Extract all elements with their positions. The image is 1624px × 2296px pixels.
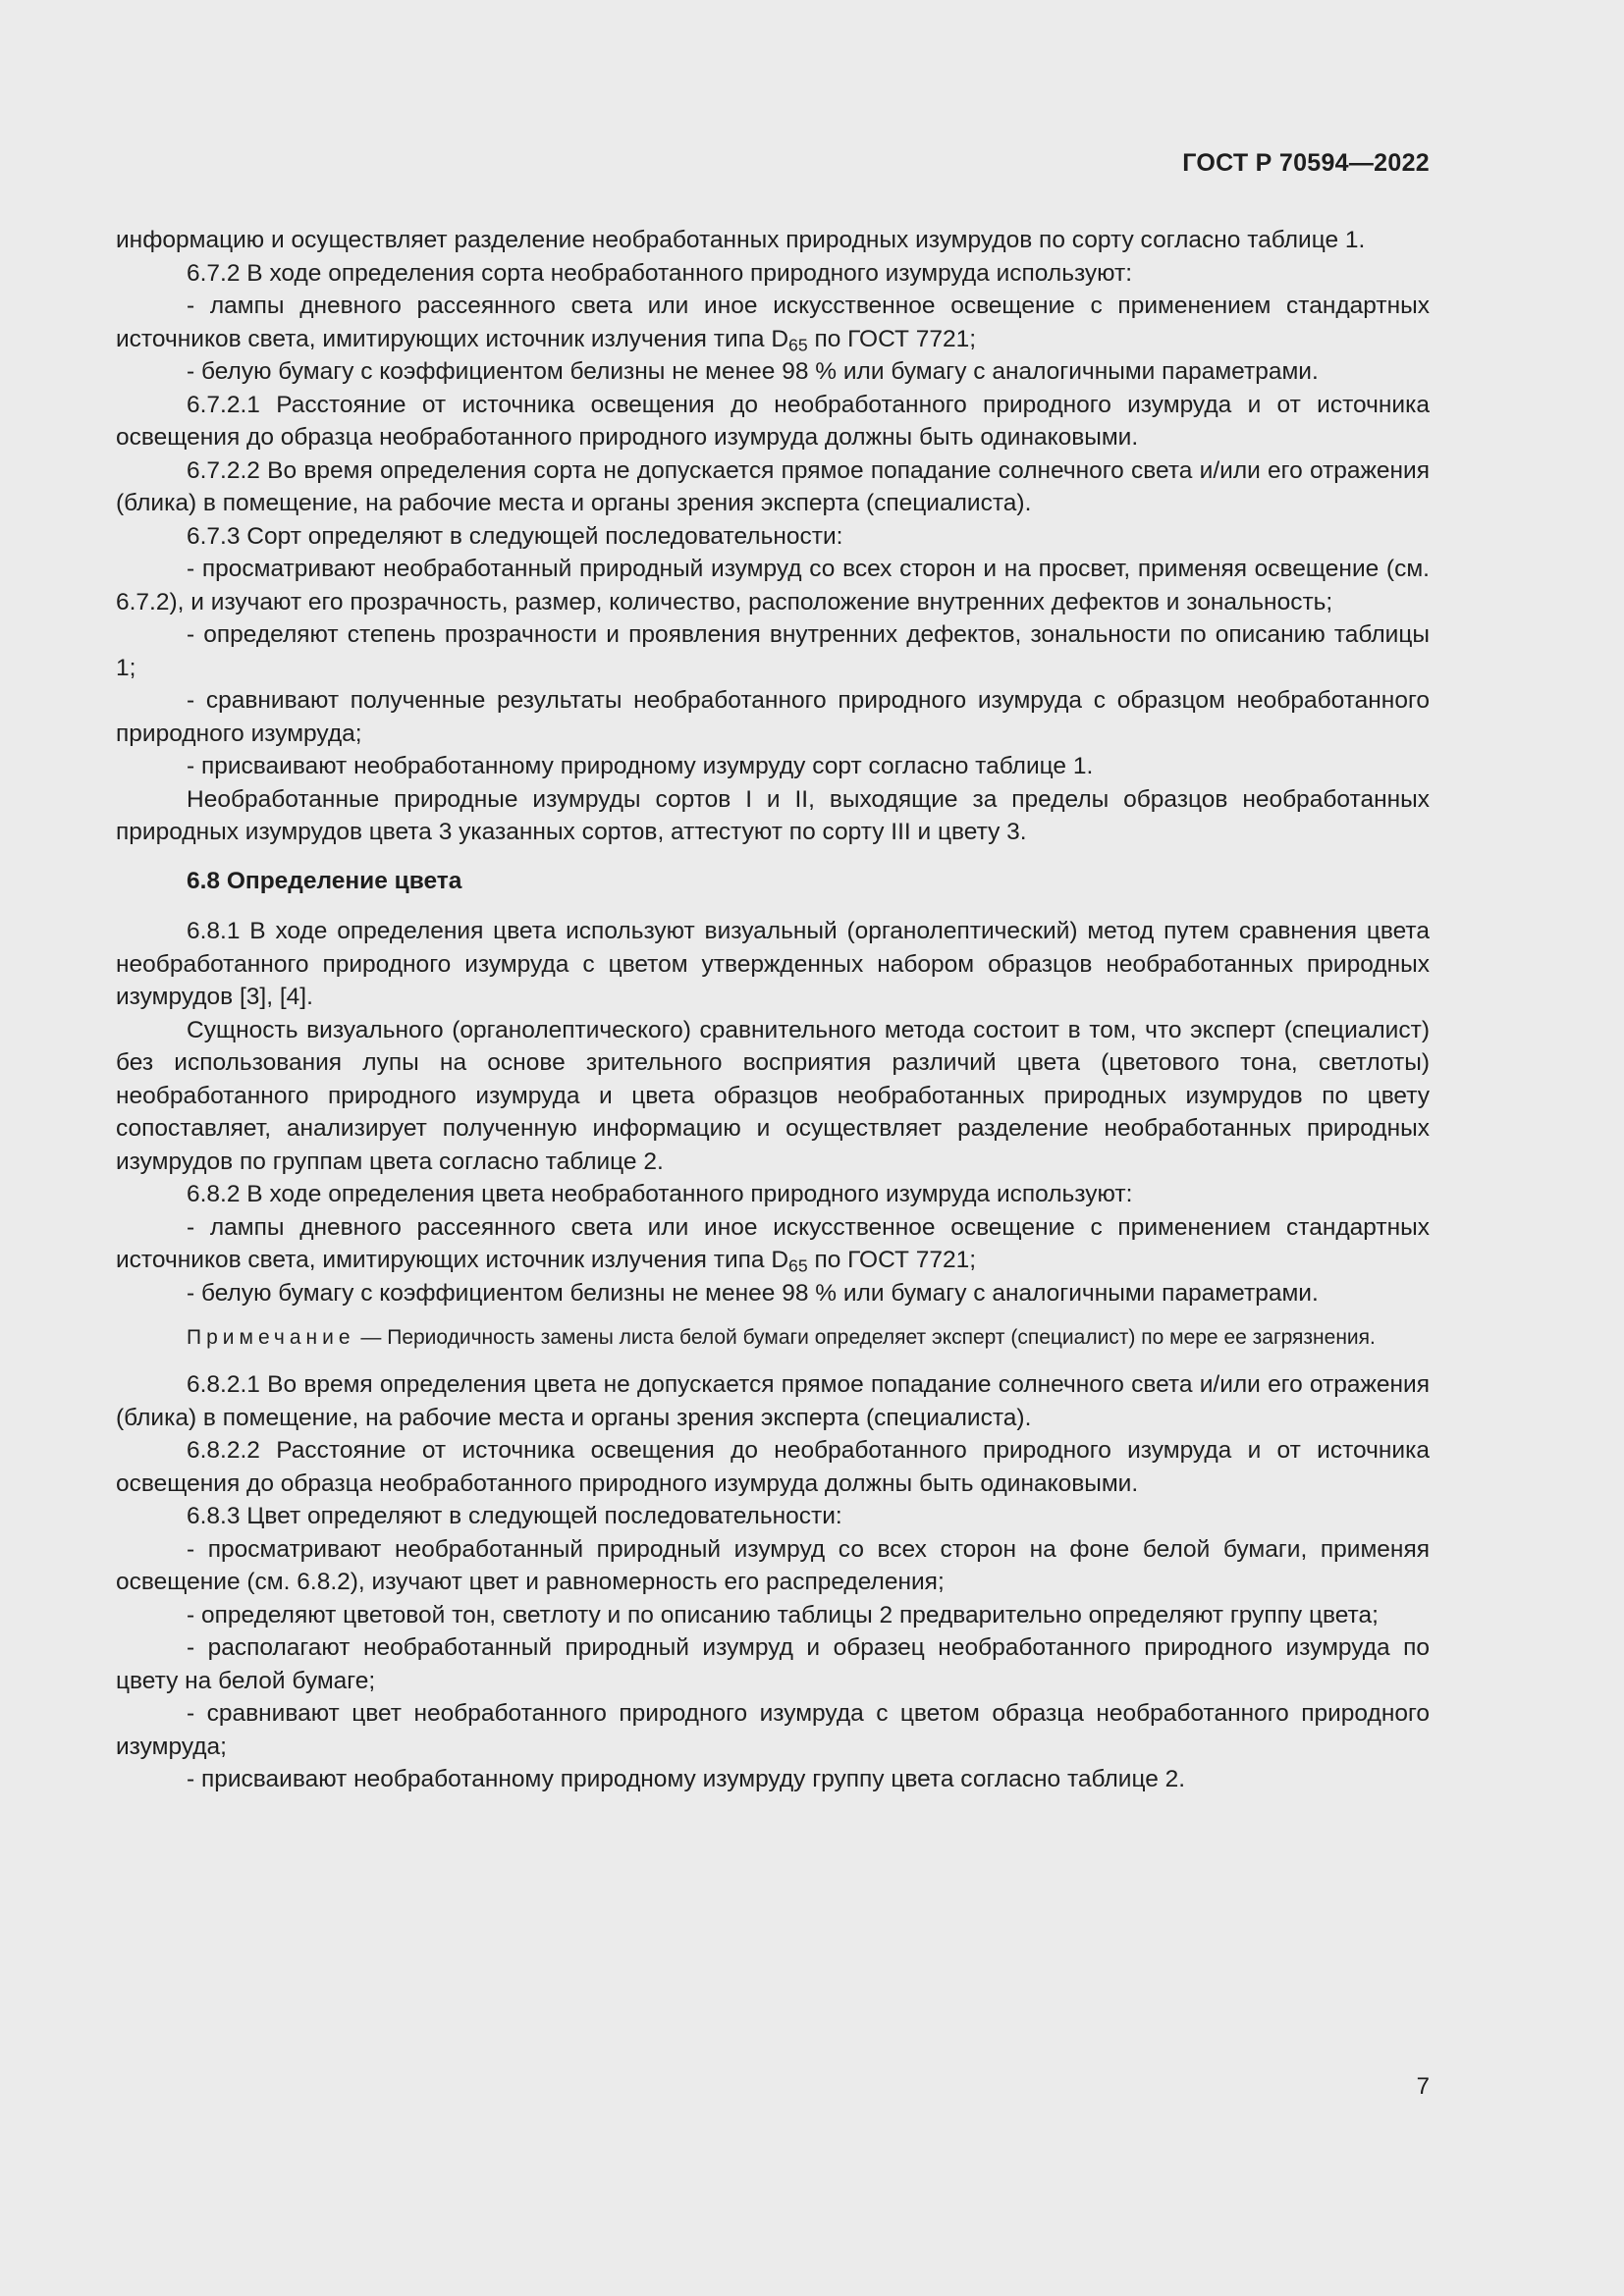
- paragraph-6-8-2: 6.8.2 В ходе определения цвета необработанного природного изумруда используют:: [187, 1181, 1133, 1207]
- note: [116, 1323, 1430, 1353]
- paragraph-6-7-2-2: 6.7.2.2 Во время определения сорта не допускается прямое попадание солнечного света и/или его отражения (блика) в помещение, на рабочие места и органы зрения эксперта (специалиста).: [116, 456, 1430, 516]
- list-item-assign-color: - присваивают необработанному природному изумруду группу цвета согласно таблице 2.: [187, 1766, 1186, 1792]
- list-item-compare-color: - сравнивают цвет необработанного природного изумруда с цветом образца необработанного природного изумруда;: [116, 1700, 1430, 1760]
- paragraph-method-essence: Сущность визуального (органолептического) сравнительного метода состоит в том, что эксперт (специалист) без использования лупы на основе зрительного восприятия различий цвета (цветового тона, светлоты) необработанного природного изумруда и цвета образцов необработанных природных изумрудов по цвету сопоставляет, анализирует полученную информацию и осуществляет разделение необработанных природных изумрудов по группам цвета согласно таблице 2.: [116, 1016, 1430, 1175]
- section-heading-6-8: 6.8 Определение цвета: [187, 867, 462, 894]
- paragraph-continuation: информацию и осуществляет разделение необработанных природных изумрудов по сорту согласно таблице 1.: [116, 227, 1366, 253]
- note-text: — Периодичность замены листа белой бумаги определяет эксперт (специалист) по мере ее загрязнения.: [354, 1326, 1376, 1349]
- list-item-determine: - определяют степень прозрачности и проявления внутренних дефектов, зональности по описанию таблицы 1;: [116, 621, 1430, 681]
- list-item-lamps: [116, 290, 1430, 355]
- paragraph-6-8-3: 6.8.3 Цвет определяют в следующей последовательности:: [187, 1503, 842, 1529]
- document-body: [116, 224, 1430, 1796]
- paragraph-6-7-2-1: 6.7.2.1 Расстояние от источника освещения до необработанного природного изумруда и от источника освещения до образца необработанного природного изумруда должны быть одинаковыми.: [116, 391, 1430, 451]
- page-number: 7: [1416, 2073, 1430, 2100]
- list-item-lamps-text: - лампы дневного рассеянного света или иное искусственное освещение с применением стандартных источников света, имитирующих источник излучения типа D: [116, 293, 1430, 352]
- list-item-lamps-tail: по ГОСТ 7721;: [807, 325, 977, 352]
- list-item-lamps-color: [116, 1211, 1430, 1277]
- list-item-paper-color: - белую бумагу с коэффициентом белизны не менее 98 % или бумагу с аналогичными параметрами.: [187, 1279, 1319, 1307]
- note-label: Примечание: [187, 1326, 355, 1349]
- paragraph-6-8-1: 6.8.1 В ходе определения цвета используют визуальный (органолептический) метод путем сравнения цвета необработанного природного изумруда с цветом утвержденных набором образцов необработанных природных изумрудов [3], [4].: [116, 918, 1430, 1010]
- list-item-assign-grade: - присваивают необработанному природному изумруду сорт согласно таблице 1.: [187, 753, 1094, 779]
- list-item-inspect-color: - просматривают необработанный природный изумруд со всех сторон на фоне белой бумаги, применяя освещение (см. 6.8.2), изучают цвет и равномерность его распределения;: [116, 1535, 1430, 1595]
- document-code-header: ГОСТ Р 70594—2022: [1182, 149, 1430, 177]
- list-item-determine-tone: - определяют цветовой тон, светлоту и по описанию таблицы 2 предварительно определяют группу цвета;: [187, 1601, 1379, 1629]
- subscript-65-color: 65: [788, 1255, 808, 1276]
- subscript-65: 65: [788, 334, 808, 354]
- list-item-inspect: - просматривают необработанный природный изумруд со всех сторон и на просвет, применяя освещение (см. 6.7.2), и изучают его прозрачность, размер, количество, расположение внутренних дефектов и зональность;: [116, 556, 1430, 615]
- paragraph-6-7-3: 6.7.3 Сорт определяют в следующей последовательности:: [187, 522, 843, 550]
- paragraph-grades-note: Необработанные природные изумруды сортов I и II, выходящие за пределы образцов необработанных природных изумрудов цвета 3 указанных сортов, аттестуют по сорту III и цвету 3.: [116, 785, 1430, 845]
- list-item-paper: - белую бумагу с коэффициентом белизны не менее 98 % или бумагу с аналогичными параметрами.: [187, 358, 1319, 385]
- paragraph-6-8-2-1: 6.8.2.1 Во время определения цвета не допускается прямое попадание солнечного света и/или его отражения (блика) в помещение, на рабочие места и органы зрения эксперта (специалиста).: [116, 1371, 1430, 1431]
- paragraph-6-7-2: 6.7.2 В ходе определения сорта необработанного природного изумруда используют:: [187, 259, 1133, 287]
- list-item-lamps-color-tail: по ГОСТ 7721;: [807, 1247, 977, 1273]
- list-item-compare: - сравнивают полученные результаты необработанного природного изумруда с образцом необработанного природного изумруда;: [116, 687, 1430, 747]
- list-item-place-sample: - располагают необработанный природный изумруд и образец необработанного природного изумруда по цвету на белой бумаге;: [116, 1634, 1430, 1694]
- paragraph-6-8-2-2: 6.8.2.2 Расстояние от источника освещения до необработанного природного изумруда и от источника освещения до образца необработанного природного изумруда должны быть одинаковыми.: [116, 1437, 1430, 1497]
- list-item-lamps-color-text: - лампы дневного рассеянного света или иное искусственное освещение с применением стандартных источников света, имитирующих источник излучения типа D: [116, 1213, 1430, 1273]
